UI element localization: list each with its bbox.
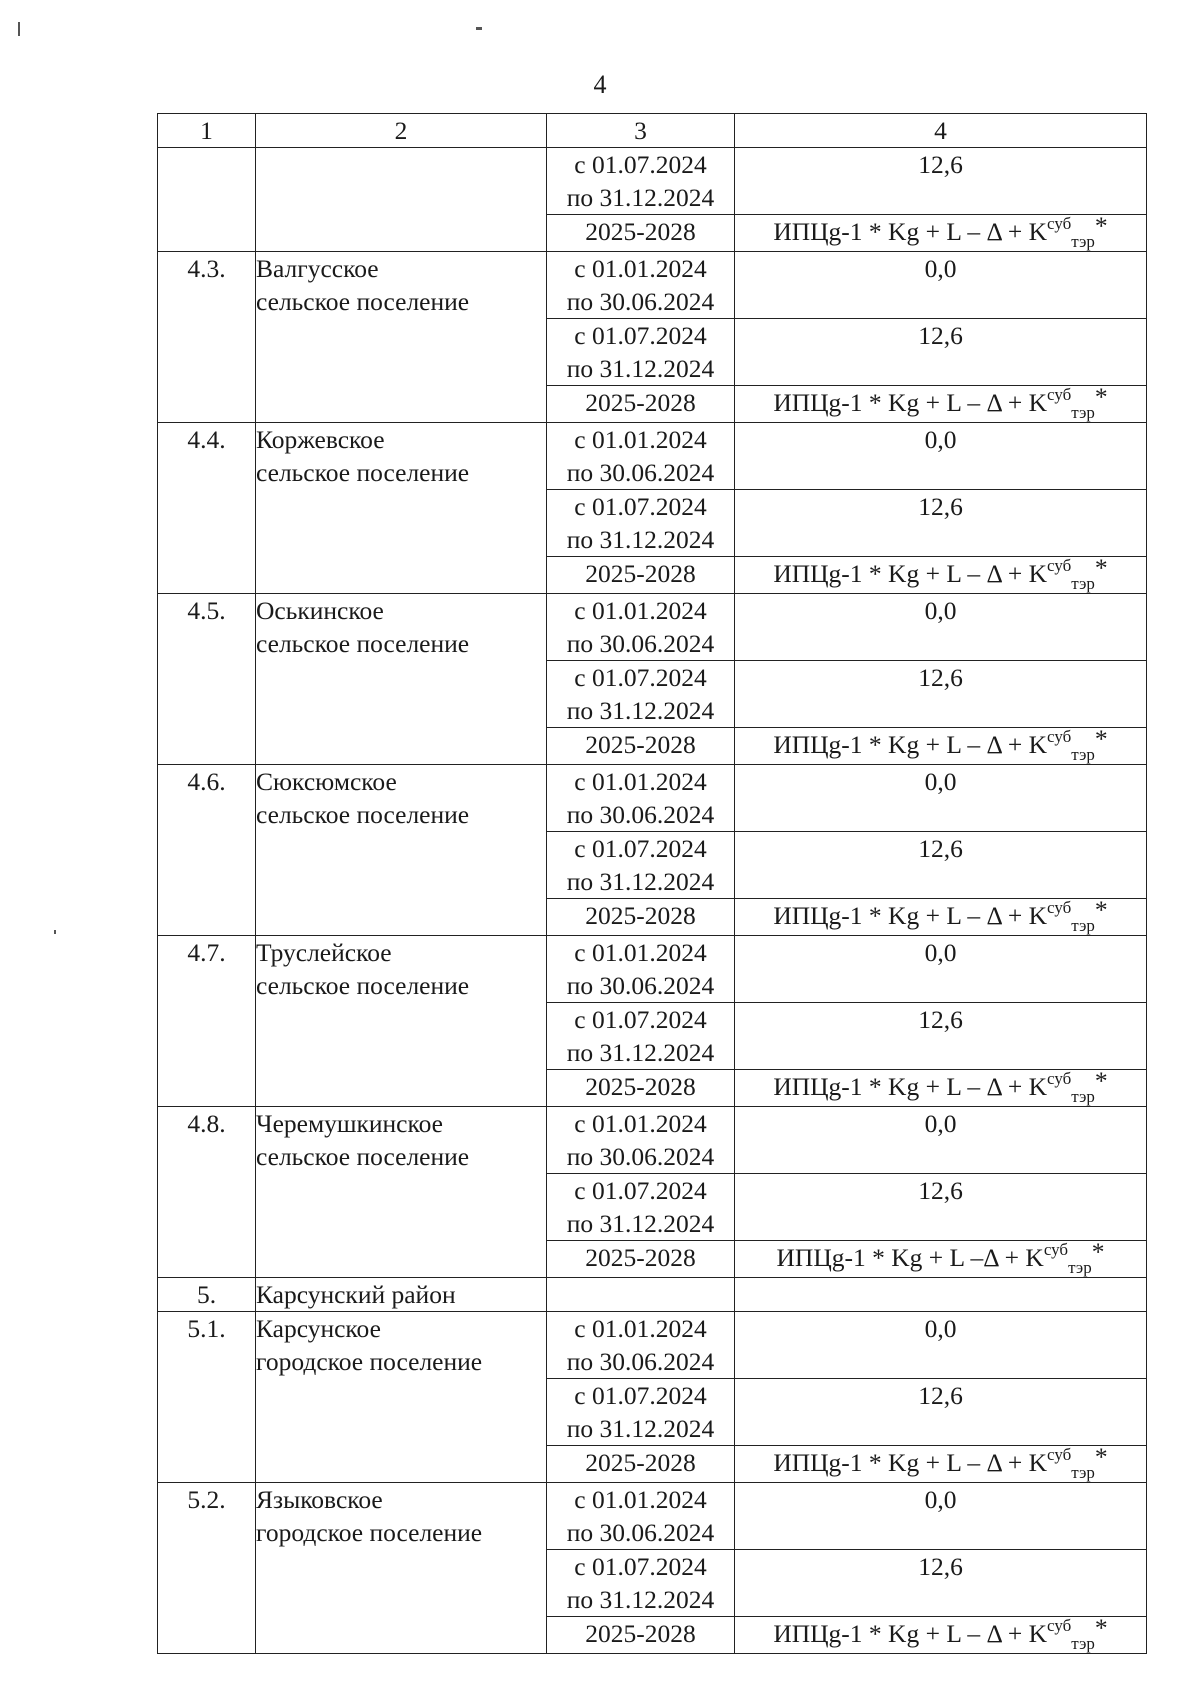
- group-4-5-row-period-1: [158, 594, 1147, 661]
- period-cell: с 01.07.2024 по 31.12.2024: [547, 319, 735, 386]
- period-cell: [547, 148, 735, 215]
- tariff-table: [157, 113, 1147, 1654]
- group-4-3-row-period-1: [158, 252, 1147, 319]
- value-cell: 12,6: [735, 148, 1147, 215]
- period-cell: 2025-2028: [547, 215, 735, 252]
- column-header-2: 2: [256, 114, 547, 148]
- formula-main: ИПЦg-1 * Kg + L – Δ + K: [773, 730, 1048, 759]
- settlement-name: Коржевское сельское поселение: [256, 423, 547, 594]
- group-4-6-row-period-1: [158, 765, 1147, 832]
- value-cell: 0,0: [735, 1483, 1147, 1550]
- row-number: 4.8.: [158, 1107, 256, 1278]
- continuation-name-cell: [256, 148, 547, 252]
- period-cell: с 01.01.2024 по 30.06.2024: [547, 1312, 735, 1379]
- period-cell: с 01.01.2024 по 30.06.2024: [547, 423, 735, 490]
- period-cell: 2025-2028: [547, 728, 735, 765]
- formula-sub: тэр: [1071, 1634, 1095, 1653]
- formula-sub: тэр: [1071, 574, 1095, 593]
- group-5-1-row-period-1: [158, 1312, 1147, 1379]
- period-cell: с 01.07.2024 по 31.12.2024: [547, 1379, 735, 1446]
- formula-sup: суб: [1047, 1616, 1072, 1635]
- period-cell: 2025-2028: [547, 557, 735, 594]
- formula-star: *: [1094, 1613, 1108, 1642]
- value-cell: 12,6: [735, 490, 1147, 557]
- formula-sup: суб: [1047, 898, 1072, 917]
- settlement-name: Языковское городское поселение: [256, 1483, 547, 1654]
- row-number: 5.2.: [158, 1483, 256, 1654]
- value-cell: 12,6: [735, 832, 1147, 899]
- empty-cell: [547, 1278, 735, 1312]
- period-cell: с 01.07.2024 по 31.12.2024: [547, 832, 735, 899]
- settlement-name: Карсунское городское поселение: [256, 1312, 547, 1483]
- value-cell: 0,0: [735, 936, 1147, 1003]
- value-cell: 0,0: [735, 252, 1147, 319]
- value-cell: 12,6: [735, 319, 1147, 386]
- formula-star: *: [1094, 211, 1108, 240]
- period-cell: с 01.01.2024 по 30.06.2024: [547, 252, 735, 319]
- formula-main: ИПЦg-1 * Kg + L – Δ + K: [773, 217, 1048, 246]
- value-cell: 0,0: [735, 1312, 1147, 1379]
- scan-mark: [18, 22, 20, 36]
- formula-cell: [735, 1442, 1147, 1483]
- value-cell: 12,6: [735, 1550, 1147, 1617]
- value-cell: 12,6: [735, 1174, 1147, 1241]
- formula-sup: суб: [1047, 1445, 1072, 1464]
- value-cell: 0,0: [735, 1107, 1147, 1174]
- formula-sub: тэр: [1071, 403, 1095, 422]
- group-4-4-row-period-1: [158, 423, 1147, 490]
- scan-mark: [476, 27, 482, 30]
- column-header-1: 1: [158, 114, 256, 148]
- row-number: 5.1.: [158, 1312, 256, 1483]
- formula-sub: тэр: [1071, 1087, 1095, 1106]
- period-cell: с 01.01.2024 по 30.06.2024: [547, 936, 735, 1003]
- formula-sup: суб: [1043, 1240, 1069, 1259]
- period-cell: 2025-2028: [547, 899, 735, 936]
- formula-sub: тэр: [1071, 1463, 1095, 1482]
- period-cell: с 01.07.2024 по 31.12.2024: [547, 661, 735, 728]
- formula-main: ИПЦg-1 * Kg + L – Δ + K: [773, 1072, 1048, 1101]
- period-cell: 2025-2028: [547, 1241, 735, 1278]
- formula-sup: суб: [1047, 556, 1072, 575]
- formula-main: ИПЦg-1 * Kg + L – Δ + K: [773, 901, 1048, 930]
- row-number: 4.6.: [158, 765, 256, 936]
- value-cell: 12,6: [735, 661, 1147, 728]
- page-number: 4: [593, 70, 607, 99]
- formula-star: *: [1094, 382, 1108, 411]
- formula-cell: [735, 1613, 1147, 1654]
- empty-cell: [735, 1278, 1147, 1312]
- formula-sup: суб: [1047, 1069, 1072, 1088]
- period-cell: с 01.01.2024 по 30.06.2024: [547, 1483, 735, 1550]
- formula-sub: тэр: [1071, 745, 1095, 764]
- formula-sup: суб: [1047, 214, 1072, 233]
- district-row: [158, 1278, 1147, 1312]
- formula-cell: [735, 211, 1147, 252]
- formula-star: *: [1091, 1237, 1105, 1266]
- formula-main: ИПЦg-1 * Kg + L –Δ + K: [776, 1243, 1044, 1272]
- period-cell: 2025-2028: [547, 1617, 735, 1654]
- column-header-4: 4: [735, 114, 1147, 148]
- formula-main: ИПЦg-1 * Kg + L – Δ + K: [773, 559, 1048, 588]
- group-5-2-row-period-1: [158, 1483, 1147, 1550]
- row-number: 4.5.: [158, 594, 256, 765]
- formula-star: *: [1094, 895, 1108, 924]
- column-header-3: 3: [547, 114, 735, 148]
- period-cell: с 01.01.2024 по 30.06.2024: [547, 1107, 735, 1174]
- formula-star: *: [1094, 1442, 1108, 1471]
- continuation-num-cell: [158, 148, 256, 252]
- formula-main: ИПЦg-1 * Kg + L – Δ + K: [773, 388, 1048, 417]
- row-number: 5.: [158, 1278, 256, 1312]
- formula-sup: суб: [1047, 385, 1072, 404]
- period-cell: 2025-2028: [547, 1070, 735, 1107]
- value-cell: 12,6: [735, 1003, 1147, 1070]
- settlement-name: Валгусское сельское поселение: [256, 252, 547, 423]
- formula-cell: [735, 724, 1147, 765]
- scan-mark: [54, 930, 56, 934]
- formula-sup: суб: [1047, 727, 1072, 746]
- formula-main: ИПЦg-1 * Kg + L – Δ + K: [773, 1619, 1048, 1648]
- formula-sub: тэр: [1071, 916, 1095, 935]
- formula-sub: тэр: [1071, 232, 1095, 251]
- period-cell: с 01.07.2024 по 31.12.2024: [547, 1550, 735, 1617]
- formula-star: *: [1094, 724, 1108, 753]
- period-cell: 2025-2028: [547, 386, 735, 423]
- formula-cell: [735, 895, 1147, 936]
- value-cell: 0,0: [735, 594, 1147, 661]
- period-text: с 01.07.2024 по 31.12.2024: [566, 150, 715, 212]
- period-cell: с 01.07.2024 по 31.12.2024: [547, 1003, 735, 1070]
- period-cell: с 01.07.2024 по 31.12.2024: [547, 490, 735, 557]
- formula-cell: [735, 553, 1147, 594]
- period-cell: с 01.07.2024 по 31.12.2024: [547, 1174, 735, 1241]
- formula-cell: [735, 1237, 1147, 1278]
- formula-cell: [735, 382, 1147, 423]
- settlement-name: Сюксюмское сельское поселение: [256, 765, 547, 936]
- formula-main: ИПЦg-1 * Kg + L – Δ + K: [773, 1448, 1048, 1477]
- value-cell: 12,6: [735, 1379, 1147, 1446]
- header-row: [158, 114, 1147, 148]
- period-cell: 2025-2028: [547, 1446, 735, 1483]
- value-cell: 0,0: [735, 765, 1147, 832]
- row-number: 4.3.: [158, 252, 256, 423]
- formula-sub: тэр: [1068, 1258, 1092, 1277]
- district-name: Карсунский район: [256, 1278, 547, 1312]
- settlement-name: Оськинское сельское поселение: [256, 594, 547, 765]
- continuation-row-period: [158, 148, 1147, 215]
- value-cell: 0,0: [735, 423, 1147, 490]
- settlement-name: Черемушкинское сельское поселение: [256, 1107, 547, 1278]
- settlement-name: Труслейское сельское поселение: [256, 936, 547, 1107]
- period-cell: с 01.01.2024 по 30.06.2024: [547, 594, 735, 661]
- group-4-8-row-period-1: [158, 1107, 1147, 1174]
- formula-star: *: [1094, 553, 1108, 582]
- row-number: 4.4.: [158, 423, 256, 594]
- formula-cell: [735, 1066, 1147, 1107]
- row-number: 4.7.: [158, 936, 256, 1107]
- period-cell: с 01.01.2024 по 30.06.2024: [547, 765, 735, 832]
- formula-star: *: [1094, 1066, 1108, 1095]
- group-4-7-row-period-1: [158, 936, 1147, 1003]
